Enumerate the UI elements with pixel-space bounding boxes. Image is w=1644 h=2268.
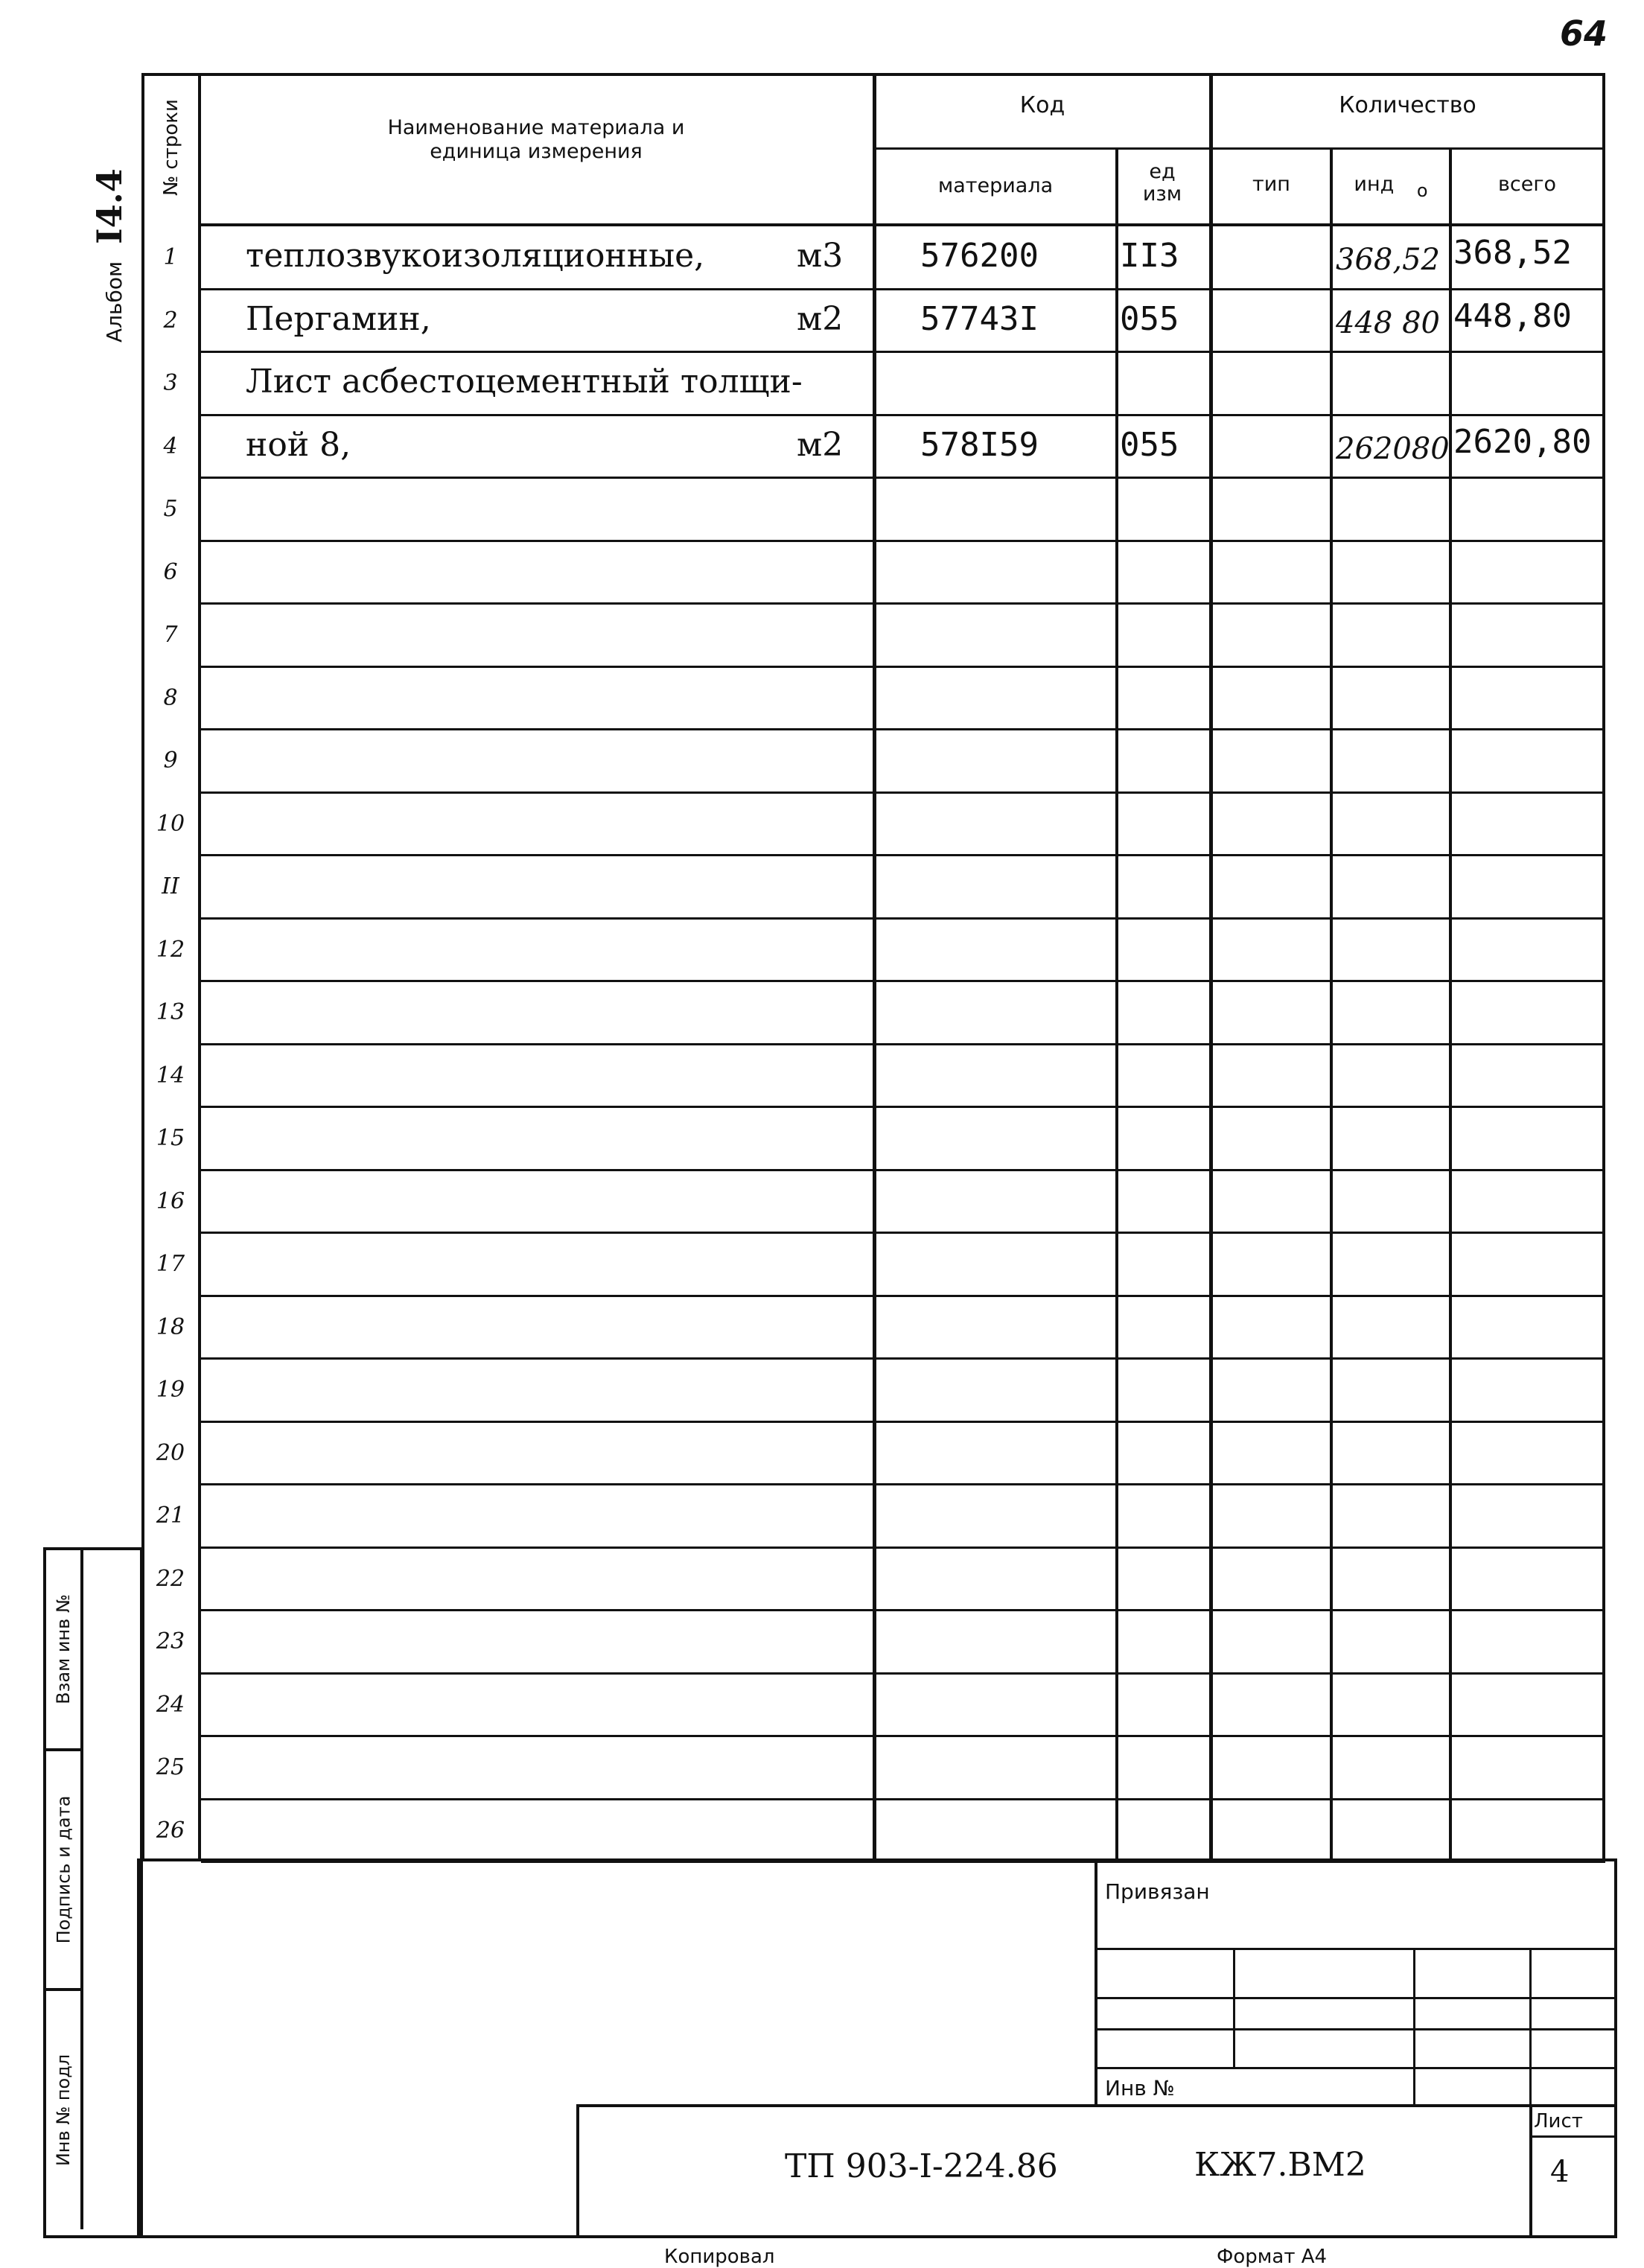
unit-of-measure: м3 [797, 237, 844, 275]
header-row-number: № строки [160, 99, 183, 196]
header-code: Код [1019, 92, 1065, 118]
table-row [141, 1548, 1605, 1611]
table-row [141, 1422, 1605, 1485]
unit-code: II3 [1120, 237, 1179, 275]
header-qty-ind: инд о [1354, 173, 1428, 201]
table-row [141, 1611, 1605, 1674]
row-number: 12 [156, 936, 185, 963]
row-number: 17 [156, 1251, 185, 1277]
row-number: 24 [156, 1691, 185, 1718]
unit-code: 055 [1120, 425, 1179, 464]
row-number: 16 [156, 1188, 185, 1214]
table-row [141, 1485, 1605, 1548]
row-number: 1 [163, 244, 178, 270]
side-stamp [43, 1547, 143, 2238]
table-row [141, 730, 1605, 793]
row-number: 6 [163, 558, 178, 585]
table-row [141, 981, 1605, 1045]
table-row [141, 415, 1605, 479]
material-code: 57743I [920, 299, 1039, 338]
row-number: 25 [156, 1754, 185, 1780]
row-number: 13 [156, 999, 185, 1025]
row-number: 8 [163, 684, 178, 711]
header-code-unit: ед изм [1142, 160, 1182, 206]
table-row [141, 1359, 1605, 1422]
album-label [89, 127, 134, 350]
table-row [141, 604, 1605, 667]
quantity-total: 368,52 [1453, 234, 1572, 272]
row-number: II [162, 873, 179, 899]
table-row [141, 1800, 1605, 1863]
row-number: 5 [163, 496, 178, 522]
material-name: Пергамин, [246, 299, 431, 338]
document-code: ТП 903-I-224.86 [785, 2147, 1058, 2185]
table-row [141, 1170, 1605, 1234]
row-number: 20 [156, 1439, 185, 1466]
row-number: 26 [156, 1817, 185, 1844]
unit-of-measure: м2 [797, 299, 844, 338]
tied-label: Привязан [1105, 1879, 1210, 1904]
table-row [141, 478, 1605, 541]
title-block [137, 1858, 1617, 2238]
material-code: 576200 [920, 237, 1039, 275]
sheet-label: Лист [1534, 2110, 1583, 2132]
row-number: 23 [156, 1628, 185, 1654]
row-number: 15 [156, 1125, 185, 1151]
table-row [141, 667, 1605, 730]
row-number: 4 [163, 433, 178, 459]
row-number: 10 [156, 810, 185, 837]
quantity-total: 2620,80 [1453, 422, 1592, 461]
material-code: 578I59 [920, 425, 1039, 464]
table-row [141, 856, 1605, 919]
document-mark: КЖ7.ВМ2 [1194, 2146, 1366, 2184]
quantity-total: 448,80 [1453, 296, 1572, 335]
row-number: 7 [163, 622, 178, 648]
material-name: Лист асбестоцементный толщи- [246, 363, 803, 401]
copied-label: Копировал [664, 2246, 775, 2268]
row-number: 21 [156, 1503, 185, 1529]
material-name: теплозвукоизоляционные, [246, 237, 705, 275]
header-qty-ind-mark: о [1416, 180, 1428, 201]
quantity-ind: 262080 [1336, 431, 1450, 466]
row-number: 9 [163, 748, 178, 774]
table-row [141, 1045, 1605, 1108]
table-row [141, 352, 1605, 415]
unit-code: 055 [1120, 299, 1179, 338]
stamp-inventory-original: Инв № подл [53, 2054, 74, 2167]
table-row [141, 1296, 1605, 1360]
inventory-number-label: Инв № [1105, 2076, 1175, 2100]
table-row [141, 290, 1605, 353]
sheet-value: 4 [1550, 2155, 1570, 2189]
header-quantity: Количество [1339, 92, 1476, 118]
album-number: I4.4 [89, 168, 130, 244]
header-material-name: Наименование материала и единица измерения [387, 116, 685, 163]
row-number: 2 [163, 307, 178, 334]
row-number: 22 [156, 1565, 185, 1592]
header-code-material: материала [937, 174, 1054, 197]
sheet-number: 64 [1560, 13, 1608, 54]
table-row [141, 919, 1605, 982]
materials-table [141, 73, 1605, 1861]
table-row [141, 226, 1605, 290]
quantity-ind: 368,52 [1336, 243, 1440, 277]
header-qty-total: всего [1497, 173, 1557, 196]
header-qty-type: тип [1252, 173, 1290, 196]
row-number: 19 [156, 1377, 185, 1403]
stamp-signature-date: Подпись и дата [53, 1795, 74, 1944]
table-row [141, 1107, 1605, 1170]
table-row [141, 1674, 1605, 1737]
format-label: Формат А4 [1217, 2246, 1328, 2268]
stamp-interchange: Взам инв № [53, 1594, 74, 1704]
row-number: 18 [156, 1313, 185, 1340]
quantity-ind: 448 80 [1336, 305, 1440, 340]
table-row [141, 1233, 1605, 1296]
table-row [141, 541, 1605, 605]
unit-of-measure: м2 [797, 425, 844, 464]
table-row [141, 1736, 1605, 1800]
row-number: 3 [163, 370, 178, 396]
row-number: 14 [156, 1062, 185, 1089]
material-name: ной 8, [246, 425, 351, 464]
table-row [141, 793, 1605, 856]
album-word: Альбом [102, 261, 127, 343]
